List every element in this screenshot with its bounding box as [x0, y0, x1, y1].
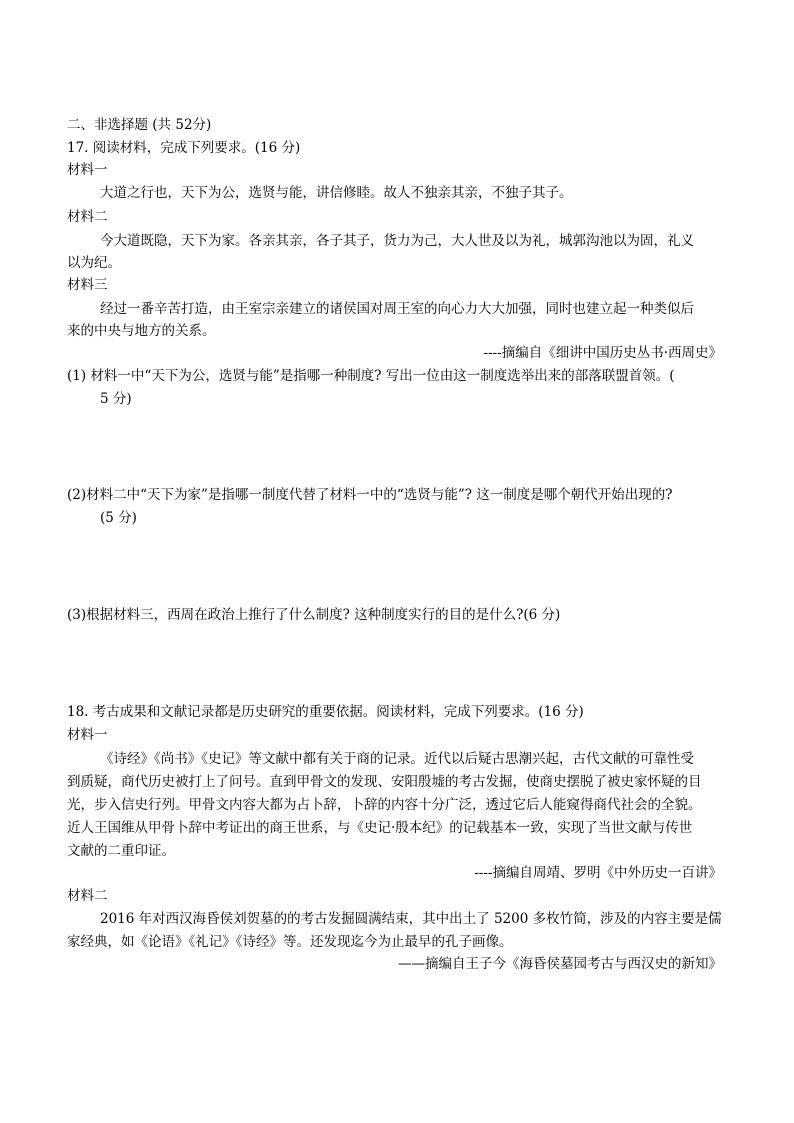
- section-title: 二、非选择题 (共 52分): [67, 117, 212, 133]
- q18-material2-line1: 2016 年对西汉海昏侯刘贺墓的的考古发掘圆满结束，其中出土了 5200 多枚竹简，涉及的内容主要是儒: [100, 911, 722, 927]
- q18-material1-label: 材料一: [67, 727, 108, 743]
- q18-material2-line2: 家经典，如《论语》《礼记》《诗经》等。还发现迄今为止最早的孔子画像。: [67, 934, 513, 950]
- q17-material2-label: 材料二: [67, 209, 108, 225]
- q17-material2-line1: 今大道既隐，天下为家。各亲其亲，各子其子，货力为己，大人世及以为礼，城郭沟池以为固，礼义: [100, 233, 694, 249]
- q17-material3-line1: 经过一番辛苦打造，由王室宗亲建立的诸侯国对周王室的向心力大大加强，同时也建立起一种类似后: [100, 301, 694, 317]
- q18-material1-line4: 近人王国维从甲骨卜辞中考证出的商王世系，与《史记·殷本纪》的记载基本一致，实现了当世文献与传世: [67, 820, 693, 836]
- q18-material1-line3: 光，步入信史行列。甲骨文内容大都为占卜辞，卜辞的内容十分广泛，透过它后人能窥得商代社会的全貌。: [67, 797, 702, 813]
- q17-material3-line2: 来的中央与地方的关系。: [67, 323, 216, 339]
- q17-material3-label: 材料三: [67, 277, 108, 293]
- q18-material1-source: ----摘编自周靖、罗明《中外历史一百讲》: [474, 865, 722, 881]
- q17-subquestion2: (2)材料二中“天下为家”是指哪一制度代替了材料一中的“选贤与能”? 这一制度是哪个朝代开始出现的?: [67, 487, 673, 503]
- q17-material3-source: ----摘编自《细讲中国历史丛书·西周史》: [483, 345, 722, 361]
- q17-header: 17. 阅读材料，完成下列要求。(16 分): [67, 140, 301, 156]
- q17-material2-line2: 以为纪。: [67, 255, 121, 271]
- q18-material1-line5: 文献的二重印证。: [67, 843, 175, 859]
- q17-material1-text: 大道之行也，天下为公，选贤与能，讲信修睦。故人不独亲其亲，不独子其子。: [100, 185, 573, 201]
- q17-material1-label: 材料一: [67, 162, 108, 178]
- q17-subquestion1: (1) 材料一中“天下为公，选贤与能”是指哪一种制度? 写出一位由这一制度选举出来的部落联盟首领。(: [67, 368, 675, 384]
- q18-material2-source: ——摘编自王子今《海昏侯墓园考古与西汉史的新知》: [398, 956, 722, 972]
- q18-material2-label: 材料二: [67, 888, 108, 904]
- q17-subquestion1-score: 5 分): [100, 391, 132, 407]
- q18-header: 18. 考古成果和文献记录都是历史研究的重要依据。阅读材料，完成下列要求。(16 分): [67, 704, 584, 720]
- q17-subquestion2-score: (5 分): [100, 510, 137, 526]
- q18-material1-line1: 《诗经》《尚书》《史记》等文献中都有关于商的记录。近代以后疑古思潮兴起，古代文献的可靠性受: [100, 751, 694, 767]
- q18-material1-line2: 到质疑，商代历史被打上了问号。直到甲骨文的发现、安阳殷墟的考古发掘，使商史摆脱了被史家怀疑的目: [67, 774, 702, 790]
- q17-subquestion3: (3)根据材料三，西周在政治上推行了什么制度? 这种制度实行的目的是什么?(6 分): [67, 607, 561, 623]
